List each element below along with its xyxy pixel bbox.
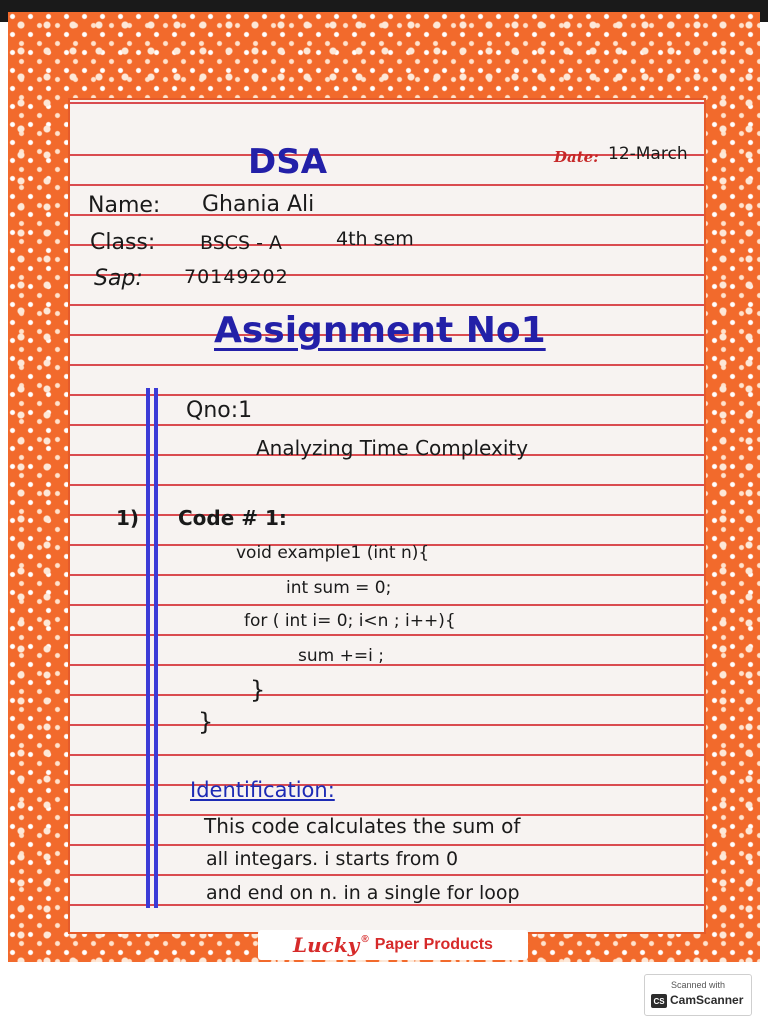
date-value: 12-March	[608, 144, 688, 164]
question-topic: Analyzing Time Complexity	[256, 436, 529, 460]
identification-heading: Identification:	[190, 778, 335, 802]
sap-value: 70149202	[184, 266, 289, 288]
assignment-title: Assignment No1	[214, 310, 546, 351]
code-heading: Code # 1:	[178, 506, 287, 530]
name-label: Name:	[88, 193, 161, 218]
code-line-1: void example1 (int n){	[236, 543, 430, 563]
brand-name: Lucky	[293, 933, 360, 957]
code-line-2: int sum = 0;	[286, 578, 392, 598]
code-line-5: }	[250, 676, 266, 704]
code-line-6: }	[198, 708, 214, 736]
identification-line-2: all integars. i starts from 0	[206, 848, 459, 870]
camscanner-logo-icon: CS	[651, 994, 667, 1008]
paper-brand-label	[258, 930, 528, 960]
camscanner-watermark	[644, 974, 752, 1016]
identification-line-1: This code calculates the sum of	[204, 814, 521, 838]
margin-line-left	[146, 388, 150, 908]
identification-line-3: and end on n. in a single for loop	[206, 882, 520, 904]
brand-mark: ®	[361, 934, 369, 945]
brand-tagline: Paper Products	[374, 936, 493, 953]
question-label: Qno:1	[186, 398, 253, 423]
scanner-caption: Scanned with	[670, 980, 726, 990]
name-value: Ghania Ali	[202, 192, 315, 217]
scanner-name: CamScanner	[670, 993, 744, 1007]
ruled-paper	[70, 100, 704, 932]
class-value: BSCS - A	[200, 232, 283, 254]
class-label: Class:	[90, 230, 156, 255]
date-label: Date:	[554, 148, 599, 166]
margin-line-right	[154, 388, 158, 908]
subject-title: DSA	[248, 142, 328, 182]
item-number: 1)	[116, 506, 140, 530]
code-line-3: for ( int i= 0; i<n ; i++){	[244, 611, 456, 631]
code-line-4: sum +=i ;	[298, 646, 384, 666]
semester-value: 4th sem	[336, 228, 414, 250]
sap-label: Sap:	[94, 266, 143, 291]
